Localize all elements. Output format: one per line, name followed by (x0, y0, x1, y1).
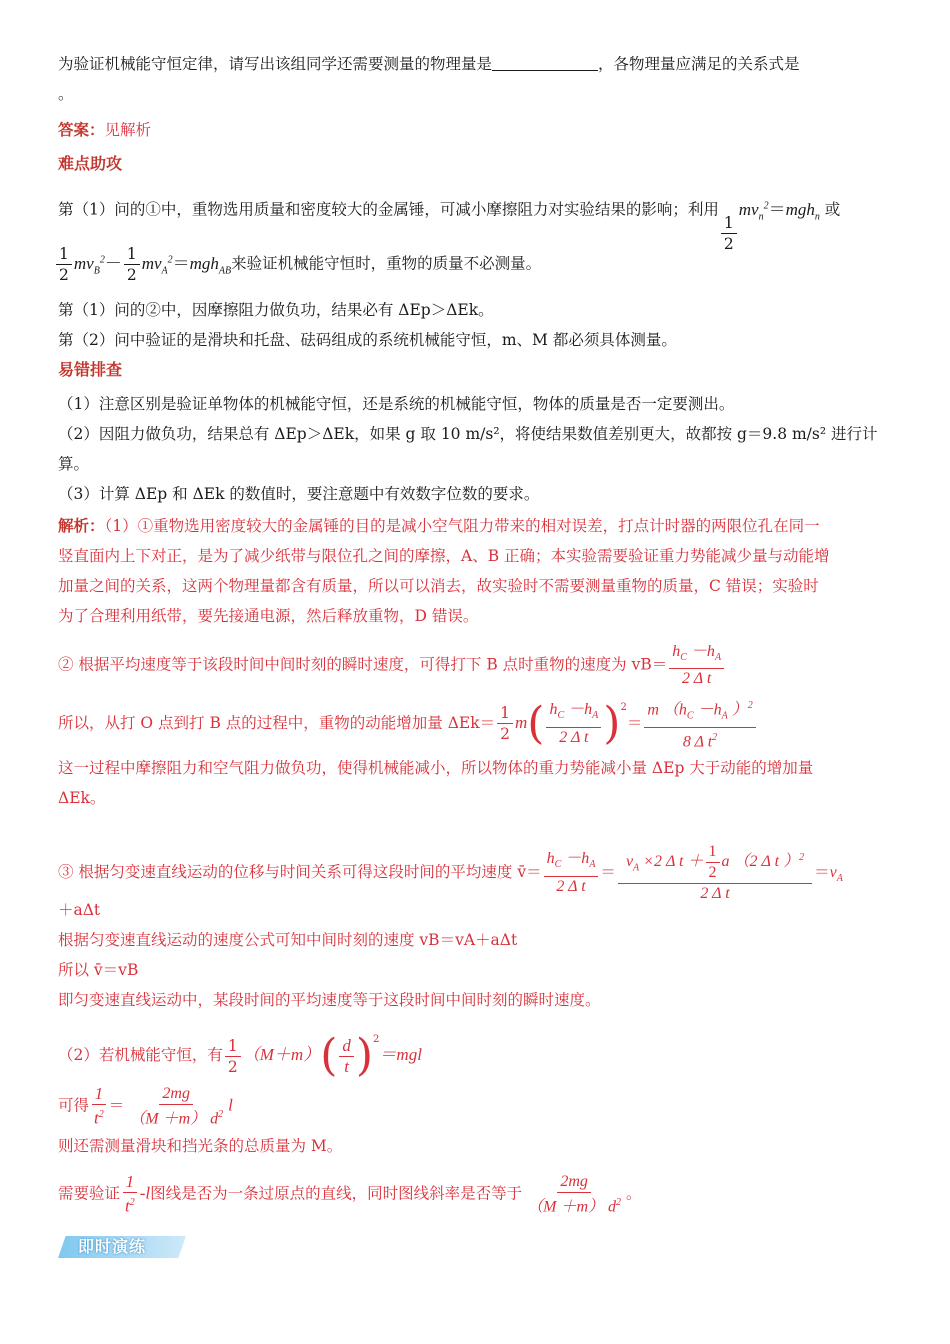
analysis-d4-text-b: 图线是否为一条过原点的直线，同时图线斜率是否等于 (150, 1184, 523, 1203)
section-badge-label: 即时演练 (78, 1237, 147, 1256)
difficulty-p4: 第（2）问中验证的是滑块和托盘、砝码组成的系统机械能守恒，m、M 都必须具体测量。 (58, 331, 677, 349)
formula-vbar-2: $v_A \times 2$ Δ t ＋ $\frac{1}{2}$ a （2 Δ t ）$^2$ 2 Δ t (618, 842, 812, 904)
analysis-a3: 加量之间的关系，这两个物理量都含有质量，所以可以消去，故实验时不需要测量重物的质量，C 错误；实验时 (58, 577, 819, 595)
answer-text: 见解析 (104, 121, 152, 139)
difficulty-p1-text: 第（1）问的①中，重物选用质量和密度较大的金属锤，可减小摩擦阻力对实验结果的影响；利用 (58, 200, 719, 219)
formula-half-b: $\frac{1}{2}$ (56, 244, 72, 285)
formula-ek-result: $\frac{m (h_C -h_A )^2}{8 \Delta t^2}$ (644, 696, 755, 752)
intro-tail: ，各物理量应满足的关系式是 (598, 55, 800, 73)
answer-label: 答案： (58, 121, 105, 139)
analysis-d4: 需要验证 $\frac{1}{t^2}$ -l图线是否为一条过原点的直线，同时图线斜率是否等于 $\frac{2mg}{(M +m) d^2}$ 。 (58, 1172, 642, 1216)
mistakes-3: （3）计算 ΔEp 和 ΔEk 的数值时，要注意题中有效数字位数的要求。 (58, 485, 540, 503)
mistakes-2b: 算。 (58, 455, 90, 473)
analysis-c2: ＋aΔt (58, 901, 101, 919)
analysis-a4: 为了合理利用纸带，要先接通电源，然后释放重物，D 错误。 (58, 607, 479, 625)
analysis-b3: 这一过程中摩擦阻力和空气阻力做负功，使得机械能减小，所以物体的重力势能减小量 ΔEp 大于动能的增加量 (58, 759, 814, 777)
paren-left-d: ( (320, 1030, 338, 1081)
analysis-c4: 所以 v̄＝vB (58, 961, 139, 979)
formula-vbar-1: $\frac{h_C -h_A}{\text{2 Δ t}}$ (544, 849, 599, 896)
paren-right-d: ) (355, 1030, 374, 1081)
analysis-b4: ΔEk。 (58, 789, 106, 807)
analysis-b1 (58, 642, 726, 689)
formula-inv-t2: $\frac{1}{t^2}$ (91, 1084, 107, 1129)
formula-inv-t2-b: $\frac{1}{t^2}$ (122, 1172, 138, 1217)
difficulty-p3: 第（1）问的②中，因摩擦阻力做负功，结果必有 ΔEp＞ΔEk。 (58, 301, 494, 319)
formula-slope-b: $\frac{2mg}{(M +m) d^2}$ (527, 1173, 622, 1216)
analysis-d2: 可得 $\frac{1}{t^2}$ ＝ $\frac{2mg}{(M +m) d^2}$ l (58, 1084, 233, 1128)
intro-line-2: 。 (58, 85, 74, 103)
mistakes-2a: （2）因阻力做负功，结果总有 ΔEp＞ΔEk，如果 g 取 10 m/s²，将使结果数值差别更大，故都按 g＝9.8 m/s² 进行计 (58, 425, 878, 443)
analysis-b1-text: ② 根据平均速度等于该段时间中间时刻的瞬时速度，可得打下 B 点时重物的速度为 vB＝ (58, 655, 668, 674)
analysis-d2-text: 可得 (58, 1096, 90, 1115)
mistakes-heading: 易错排查 (58, 360, 123, 379)
analysis-d1-text: （2）若机械能守恒，有 (58, 1046, 223, 1064)
formula-half-d: $\frac{1}{2}$ (225, 1036, 241, 1077)
formula-half-a: $\frac{1}{2}$ (124, 244, 140, 285)
difficulty-p1-or: 或 (824, 200, 841, 219)
analysis-a1 (58, 516, 820, 536)
mistakes-1: （1）注意区别是验证单物体的机械能守恒，还是系统的机械能守恒，物体的质量是否一定要测出。 (58, 395, 735, 413)
analysis-a1-text: （1）①重物选用密度较大的金属锤的目的是减小空气阻力带来的相对误差，打点计时器的两限位孔在同一 (104, 517, 820, 535)
analysis-d4-text-c: 。 (626, 1184, 642, 1203)
analysis-c1: ③ 根据匀变速直线运动的位移与时间关系可得这段时间的平均速度 v̄＝ $\frac{h_C -h_A}{\text{2 Δ t}}$ ＝ $v_A \times 2$ Δ t ＋ $\frac{1}{2}$ a （2 Δ t ）$^2$ 2 Δ t $=v_A$ (58, 843, 843, 902)
analysis-c5: 即匀变速直线运动中，某段时间的平均速度等于这段时间中间时刻的瞬时速度。 (58, 991, 601, 1009)
formula-half: $\frac{1}{2}$ (721, 213, 737, 254)
intro-line-1 (58, 54, 800, 74)
paren-left: ( (527, 697, 545, 749)
analysis-d4-text-a: 需要验证 (58, 1184, 121, 1203)
formula-half-ek: $\frac{1}{2}$ (497, 703, 513, 744)
difficulty-p2: $\frac{1}{2}$ $mv_B^2-$ $\frac{1}{2}$ $mv_A^2=mgh_{AB}$来验证机械能守恒时，重物的质量不必测量。 (58, 244, 541, 285)
analysis-d1: （2）若机械能守恒，有 $\frac{1}{2}$ （M＋m）( $\frac{d}{t}$ )$^2$＝mgl (58, 1030, 422, 1081)
analysis-b2: 所以，从打 O 点到打 B 点的过程中，重物的动能增加量 ΔEk＝ $\frac{1}{2}$ m( $\frac{h_C -h_A}{\text{2 Δ t}}$ )$^2$＝ $\frac{m (h_C -h_A )^2}{8 \Delta t^2}$ (58, 696, 758, 752)
formula-vb: $\frac{h_C -h_A}{\text{2 Δ t}}$ (669, 642, 724, 689)
answer-blank (492, 56, 598, 71)
analysis-a2: 竖直面内上下对正，是为了减少纸带与限位孔之间的摩擦，A、B 正确；本实验需要验证重力势能减少量与动能增 (58, 547, 830, 565)
analysis-c1-text: ③ 根据匀变速直线运动的位移与时间关系可得这段时间的平均速度 v̄＝ (58, 863, 542, 881)
formula-d-over-t: $\frac{d}{t}$ (339, 1036, 354, 1077)
answer-line (58, 120, 151, 140)
analysis-c3: 根据匀变速直线运动的速度公式可知中间时刻的速度 vB＝vA＋aΔt (58, 931, 518, 949)
difficulty-heading: 难点助攻 (58, 154, 123, 173)
analysis-label: 解析： (58, 517, 105, 535)
analysis-d3: 则还需测量滑块和挡光条的总质量为 M。 (58, 1137, 343, 1155)
difficulty-p2-text: 来验证机械能守恒时，重物的质量不必测量。 (231, 254, 542, 273)
formula-vb-inner: $\frac{h_C -h_A}{\text{2 Δ t}}$ (546, 700, 601, 747)
paren-right: ) (603, 697, 621, 749)
analysis-b2-text: 所以，从打 O 点到打 B 点的过程中，重物的动能增加量 ΔEk＝ (58, 713, 496, 732)
formula-slope: $\frac{2mg}{(M +m) d^2}$ (129, 1085, 224, 1128)
formula-kinetic: $mv_n^2=mgh_n$ (738, 199, 820, 223)
intro-text: 为验证机械能守恒定律，请写出该组同学还需要测量的物理量是 (58, 55, 493, 73)
